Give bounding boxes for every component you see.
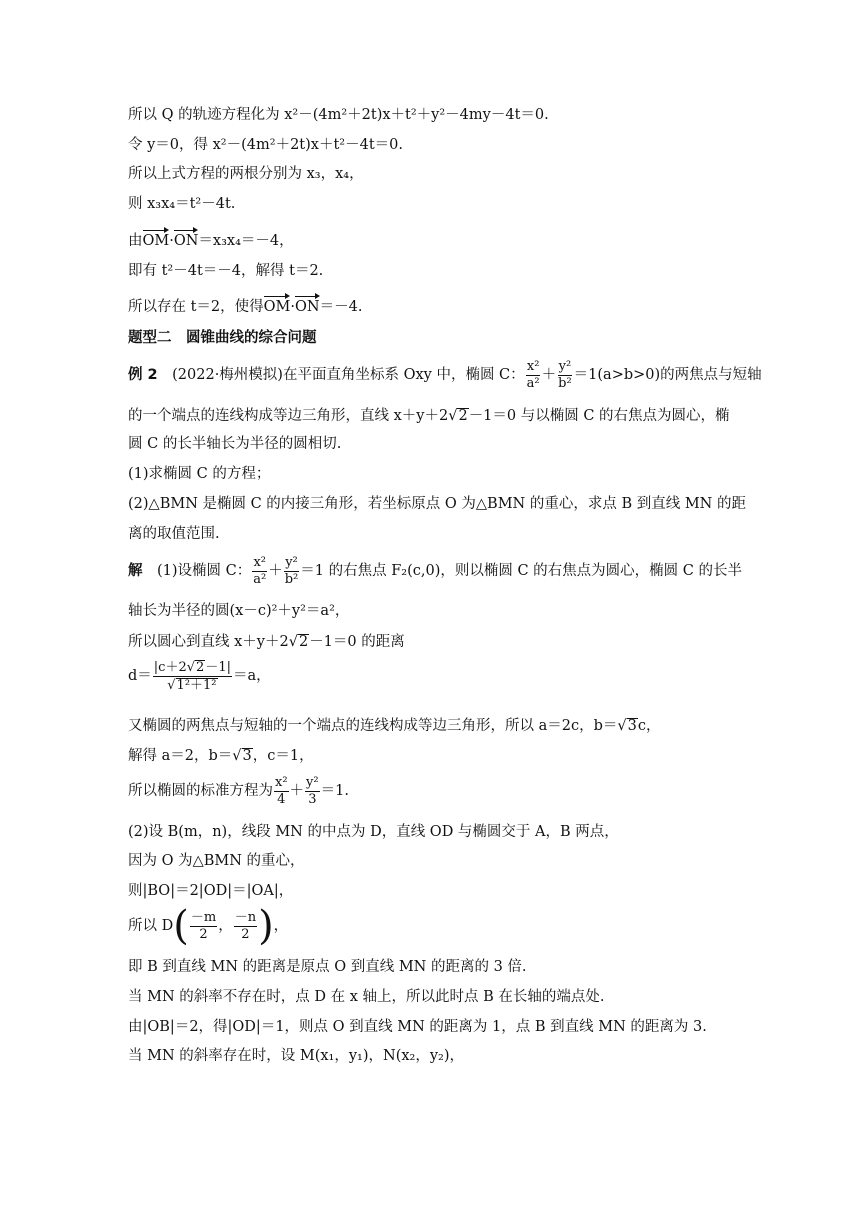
denominator xyxy=(166,677,218,693)
part2-no-slope: 当 MN 的斜率不存在时，点 D 在 x 轴上，所以此时点 B 在长轴的端点处. xyxy=(128,989,605,1005)
radicand: 2 xyxy=(196,660,205,675)
radicand: 2 xyxy=(298,634,309,650)
line-let-y-zero: 令 y＝0，得 x²－(4m²＋2t)x＋t²－4t＝0. xyxy=(128,137,403,153)
text: 所以 D xyxy=(128,918,174,934)
dot: · xyxy=(169,233,174,249)
solution-standard-equation xyxy=(128,776,349,806)
text: ＋ xyxy=(289,783,305,800)
sqrt: √ 1²＋1² xyxy=(167,677,217,693)
solution-distance-intro xyxy=(128,634,405,650)
fraction xyxy=(557,360,573,390)
radicand: 3 xyxy=(242,748,252,764)
question-2: (2)△BMN 是椭圆 C 的内接三角形，若坐标原点 O 为△BMN 的重心，求点 B 到直线 MN 的距 xyxy=(128,496,746,512)
numerator: －m xyxy=(190,909,217,925)
example-2-line3: 圆 C 的长半轴长为半径的圆相切. xyxy=(128,436,342,452)
fraction xyxy=(274,776,289,806)
fraction xyxy=(305,776,320,806)
text: ， xyxy=(273,918,289,934)
numerator: x² xyxy=(253,555,266,570)
fraction xyxy=(252,556,267,586)
text: ＝1 的右焦点 F₂(c,0)，则以椭圆 C 的右焦点为圆心，椭圆 C 的长半 xyxy=(300,563,742,580)
text: (2022·梅州模拟)在平面直角坐标系 Oxy 中，椭圆 C： xyxy=(157,367,525,384)
right-bracket: ) xyxy=(258,903,274,949)
example-label: 例 2 xyxy=(128,367,158,384)
dot: · xyxy=(290,299,296,315)
sqrt: √ 3 xyxy=(617,718,637,734)
text: ＋ xyxy=(541,367,557,384)
vector-on: ON xyxy=(173,233,199,249)
fraction xyxy=(526,360,541,390)
text: ＝a， xyxy=(232,668,271,685)
vector-on: ON xyxy=(295,299,320,315)
fraction xyxy=(234,911,257,941)
sqrt: √ 3 xyxy=(232,748,252,764)
numerator: y² xyxy=(558,359,572,374)
solution-circle: 轴长为半径的圆(x－c)²＋y²＝a²， xyxy=(128,603,350,619)
radicand: 2 xyxy=(458,408,468,424)
denominator: 4 xyxy=(277,791,286,807)
denominator: b² xyxy=(558,375,572,391)
radicand: 3 xyxy=(627,718,637,734)
text: －1＝0 与以椭圆 C 的右焦点为圆心，椭 xyxy=(468,408,730,424)
sqrt: √ 2 xyxy=(448,408,468,424)
text: 所以圆心到直线 x＋y＋2 xyxy=(128,634,289,650)
line-dot-product xyxy=(128,234,294,249)
solution-equilateral xyxy=(128,718,661,734)
numerator: x² xyxy=(275,775,288,790)
solution-line1 xyxy=(128,556,742,586)
denominator: a² xyxy=(526,375,540,391)
line-trajectory-equation: 所以 Q 的轨迹方程化为 x²－(4m²＋2t)x＋t²＋y²－4my－4t＝0. xyxy=(128,107,549,123)
text: 所以存在 t＝2，使得 xyxy=(128,299,264,315)
denominator: 2 xyxy=(199,926,208,942)
numerator: y² xyxy=(285,555,298,570)
part2-triple-distance: 即 B 到直线 MN 的距离是原点 O 到直线 MN 的距离的 3 倍. xyxy=(128,959,527,975)
solution-label: 解 xyxy=(128,563,143,580)
text: ＋ xyxy=(268,563,283,580)
question-2-cont: 离的取值范围. xyxy=(128,526,220,542)
text: 又椭圆的两焦点与短轴的一个端点的连线构成等边三角形，所以 a＝2c，b＝ xyxy=(128,718,618,734)
numerator: x² xyxy=(526,359,540,374)
part2-setup: (2)设 B(m，n)，线段 MN 的中点为 D，直线 OD 与椭圆交于 A，B 两点， xyxy=(128,824,619,840)
sqrt: √ 2 xyxy=(186,660,205,675)
radicand: 1²＋1² xyxy=(176,677,217,693)
text: ＝1(a>b>0)的两焦点与短轴 xyxy=(573,367,762,384)
text: 由 xyxy=(128,233,143,249)
denominator: a² xyxy=(253,571,267,587)
text: －1＝0 的距离 xyxy=(309,634,405,650)
part2-lengths: 则|BO|＝2|OD|＝|OA|， xyxy=(128,883,294,899)
fraction xyxy=(190,911,217,941)
vector-om: OM xyxy=(263,299,291,315)
text: ，c＝1， xyxy=(252,748,314,764)
text: |c＋2 xyxy=(153,660,187,675)
line-two-roots: 所以上式方程的两根分别为 x₃，x₄， xyxy=(128,166,364,182)
line-exists-t xyxy=(128,300,362,315)
part2-slope-exists: 当 MN 的斜率存在时，设 M(x₁，y₁)，N(x₂，y₂)， xyxy=(128,1048,465,1064)
denominator: b² xyxy=(284,571,299,587)
sqrt: √ 2 xyxy=(288,634,309,650)
example-2-line1 xyxy=(128,360,762,390)
text: ＝－4. xyxy=(319,299,363,315)
text: ＝1. xyxy=(320,783,349,800)
text: －1| xyxy=(205,660,231,675)
text: 所以椭圆的标准方程为 xyxy=(128,783,273,800)
text: 的一个端点的连线构成等边三角形，直线 x＋y＋2 xyxy=(128,408,449,424)
vector-om: OM xyxy=(142,233,170,249)
text: (1)设椭圆 C： xyxy=(142,563,252,580)
text: 解得 a＝2，b＝ xyxy=(128,748,233,764)
denominator: 3 xyxy=(308,791,317,807)
separator: ， xyxy=(218,918,233,934)
part2-point-d xyxy=(128,903,289,949)
part2-centroid: 因为 O 为△BMN 的重心， xyxy=(128,853,305,869)
section-heading: 题型二 圆锥曲线的综合问题 xyxy=(128,330,317,346)
fraction xyxy=(284,556,300,586)
part2-ob-two: 由|OB|＝2，得|OD|＝1，则点 O 到直线 MN 的距离为 1，点 B 到直线 MN 的距离为 3. xyxy=(128,1019,707,1035)
text: d＝ xyxy=(128,668,152,685)
numerator: －n xyxy=(234,909,257,925)
example-2-line2 xyxy=(128,408,730,424)
solution-values xyxy=(128,748,314,764)
numerator: y² xyxy=(306,775,319,790)
text: ＝x₃x₄＝－4， xyxy=(198,233,294,249)
left-bracket: ( xyxy=(173,903,189,949)
line-product-roots: 则 x₃x₄＝t²－4t. xyxy=(128,196,236,212)
denominator: 2 xyxy=(241,926,250,942)
distance-formula xyxy=(128,660,271,692)
fraction xyxy=(153,660,232,692)
numerator xyxy=(153,660,232,677)
text: c， xyxy=(637,718,661,734)
line-solve-t: 即有 t²－4t＝－4，解得 t＝2. xyxy=(128,263,324,279)
question-1: (1)求椭圆 C 的方程； xyxy=(128,466,271,482)
